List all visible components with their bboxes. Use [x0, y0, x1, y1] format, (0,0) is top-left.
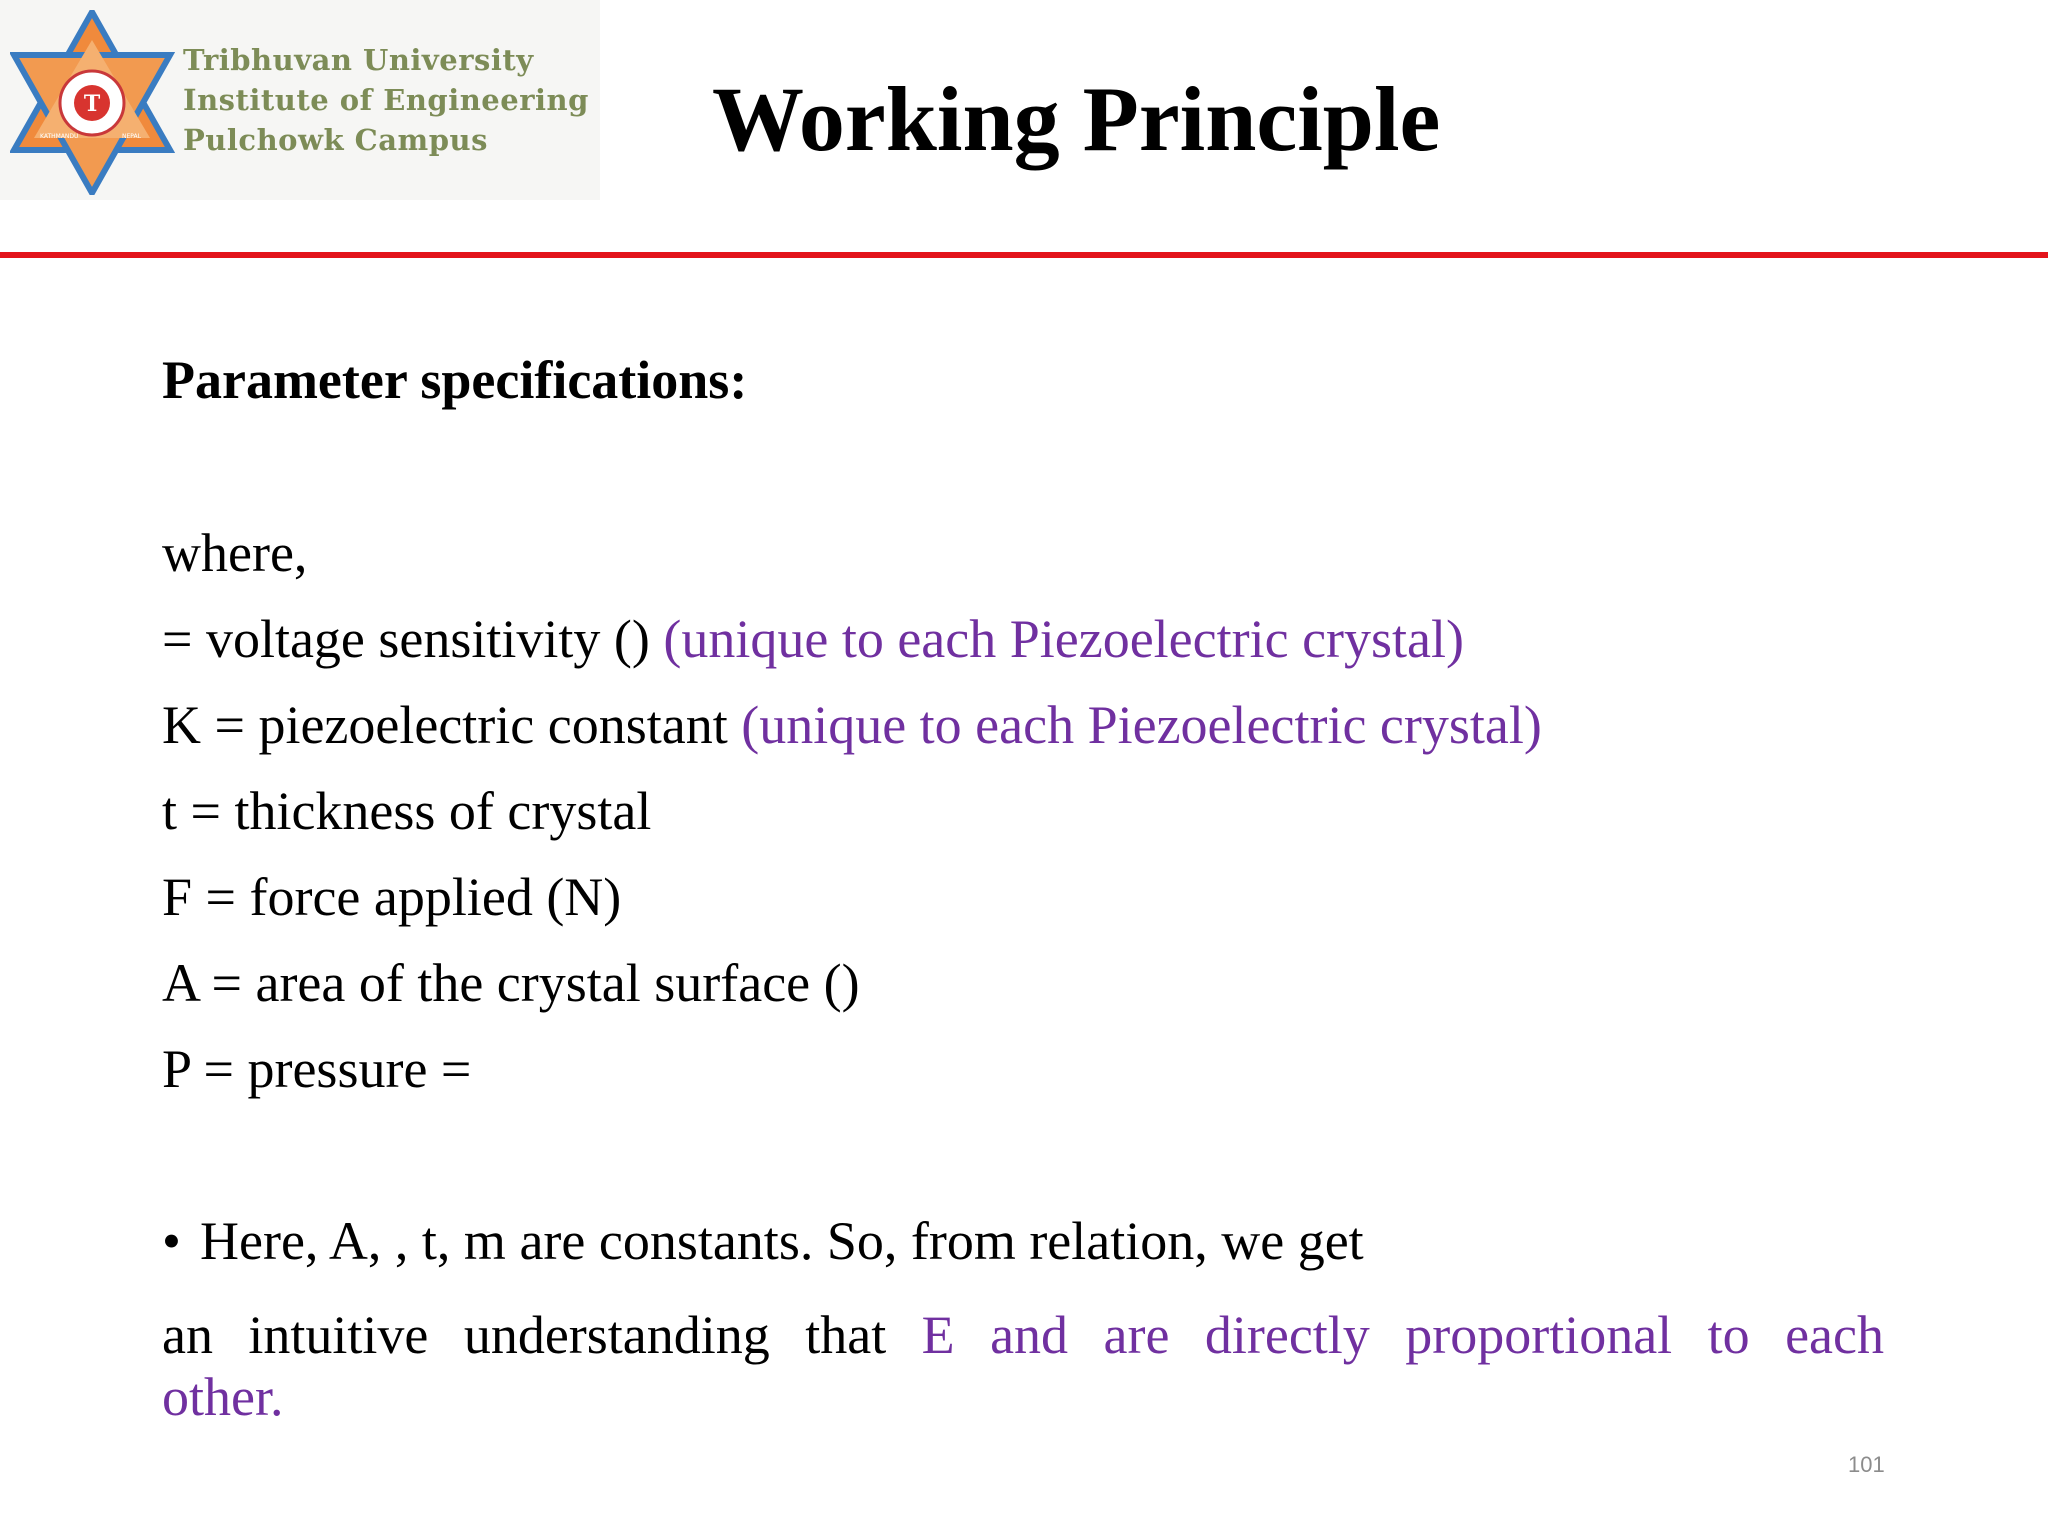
definition-text: t = thickness of crystal	[162, 781, 652, 841]
bullet-marker: •	[162, 1211, 181, 1271]
logo-line-university: Tribhuvan University	[183, 43, 534, 77]
logo-wordmark	[183, 40, 589, 160]
institution-logo	[0, 0, 600, 200]
slide-title: Working Principle	[712, 68, 1441, 170]
definition-text: P = pressure =	[162, 1039, 472, 1099]
definition-force	[162, 854, 1884, 940]
conclusion-highlight: E and are directly proportional to each other.	[162, 1305, 1884, 1427]
definition-area	[162, 940, 1884, 1026]
definition-text: K = piezoelectric constant	[162, 695, 742, 755]
spacer	[162, 1112, 1884, 1198]
definition-pressure	[162, 1026, 1884, 1112]
parameter-heading: Parameter specifications:	[162, 350, 748, 410]
conclusion-text: an intuitive understanding that	[162, 1305, 922, 1365]
definition-note: (unique to each Piezoelectric crystal)	[663, 609, 1464, 669]
definition-text: F = force applied (N)	[162, 867, 622, 927]
definition-text: = voltage sensitivity ()	[162, 609, 664, 669]
bullet-text: Here, A, , t, m are constants. So, from relation, we get	[200, 1211, 1364, 1271]
definition-piezoelectric-constant	[162, 682, 1884, 768]
conclusion-paragraph	[162, 1304, 1884, 1428]
header-divider	[0, 252, 2048, 258]
where-label: where,	[162, 523, 308, 583]
definition-voltage-sensitivity	[162, 596, 1884, 682]
emblem-lettering-nepal: NEPAL	[122, 133, 141, 140]
slide-body	[162, 340, 1884, 1428]
definition-note: (unique to each Piezoelectric crystal)	[741, 695, 1542, 755]
emblem-lettering-kathmandu: KATHMANDU	[40, 133, 79, 140]
page-number: 101	[1848, 1452, 1885, 1477]
svg-text:T: T	[83, 91, 101, 117]
definition-text: A = area of the crystal surface ()	[162, 953, 860, 1013]
bullet-item	[162, 1198, 1884, 1284]
logo-line-campus: Pulchowk Campus	[183, 123, 488, 157]
university-emblem-icon	[10, 10, 175, 195]
definition-thickness	[162, 768, 1884, 854]
logo-line-institute: Institute of Engineering	[183, 83, 589, 117]
